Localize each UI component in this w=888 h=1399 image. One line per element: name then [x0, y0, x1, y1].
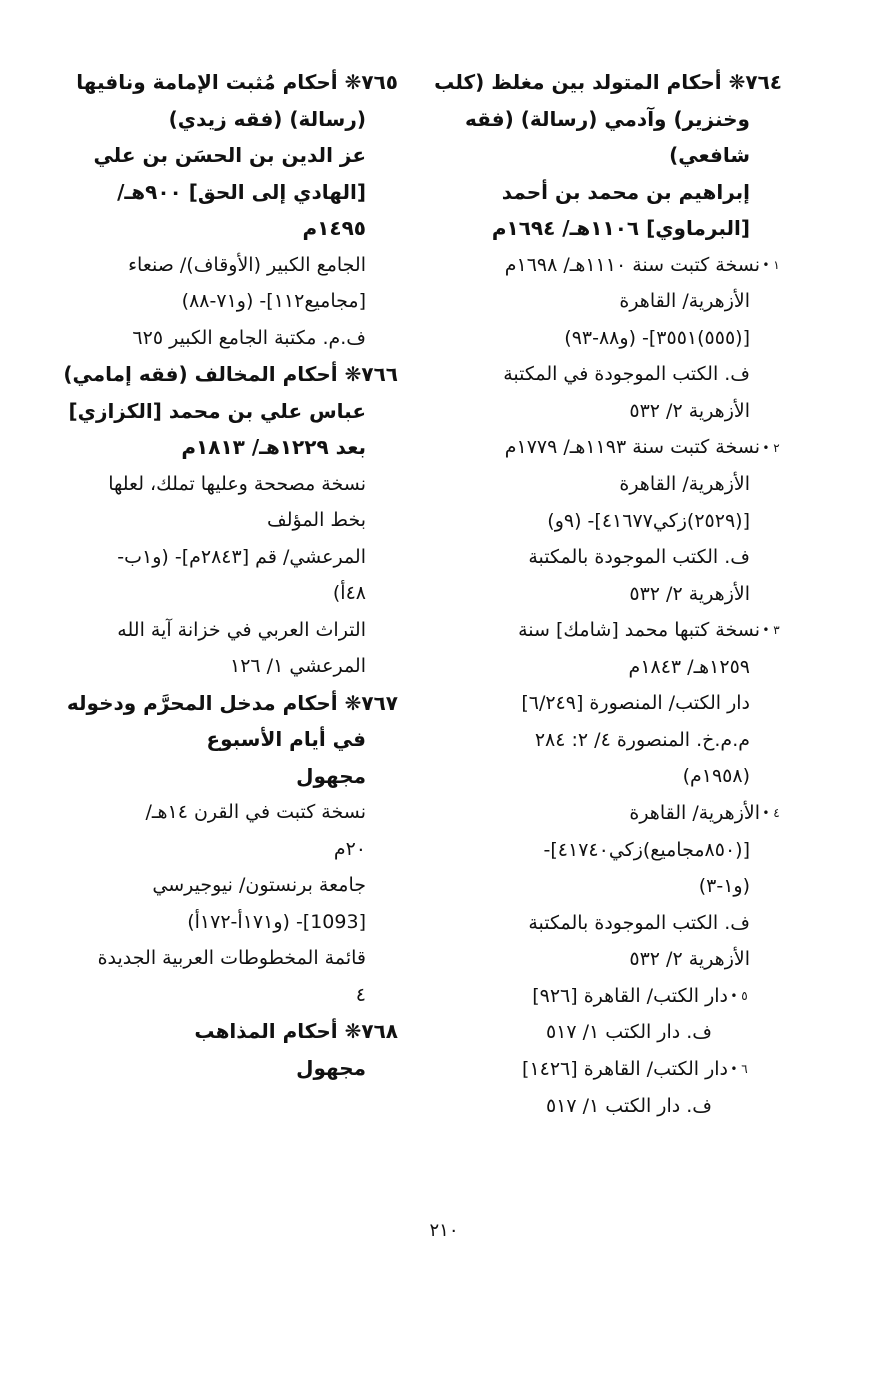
copy-6-line-1 — [444, 1051, 782, 1088]
entry-764-title-line-1: ٧٦٤❋ أحكام المتولد بين مغلظ (كلب — [434, 70, 782, 94]
entry-767-info-line-4: [1093]- (و١٧١أ-١٧٢أ) — [187, 910, 366, 933]
copy-4-marker: ٤ • — [762, 806, 780, 820]
copy-4-line-3: (و١-٣) — [698, 875, 750, 897]
copy-3-marker: ٣ • — [762, 623, 780, 638]
copy-1-line-5: الأزهرية ٢/ ٥٣٢ — [629, 399, 750, 422]
copy-3-line-3: دار الكتب/ المنصورة [٦/٢٤٩] — [521, 692, 750, 715]
copy-4-line-5: الأزهرية ٢/ ٥٣٢ — [629, 948, 750, 970]
right-column — [434, 64, 782, 1124]
entry-767 — [58, 685, 398, 1014]
copy-6-line-2: ف. دار الكتب ١/ ٥١٧ — [545, 1094, 712, 1117]
copy-2-line-5: الأزهرية ٢/ ٥٣٢ — [629, 582, 750, 605]
entry-767-info-line-3: جامعة برنستون/ نيوجيرسي — [152, 874, 366, 896]
entry-765-info-line-1: الجامع الكبير (الأوقاف)/ صنعاء — [128, 253, 366, 276]
entry-766-info-line-4: ٤٨أ) — [332, 582, 366, 604]
entry-765-author-line-1: عز الدين بن الحسَن بن علي — [93, 143, 366, 167]
copy-4-line-2: [(٨٥٠مجاميع)زكي٤١٧٤٠]- — [543, 838, 750, 861]
entry-767-title-line-1: ٧٦٧❋ أحكام مدخل المحرَّم ودخوله — [66, 690, 398, 715]
entry-766-author-line-2: بعد ١٢٢٩هـ/ ١٨١٣م — [181, 435, 366, 459]
left-column — [58, 64, 398, 1086]
copy-2-text-1: نسخة كتبت سنة ١١٩٣هـ/ ١٧٧٩م — [504, 436, 760, 459]
copy-2 — [444, 429, 782, 612]
entry-768 — [58, 1013, 398, 1086]
copy-1-line-3: [(٥٥٥)٣٥٥١]- (و٨٨-٩٣) — [564, 326, 750, 349]
copy-2-marker: ٢ • — [762, 440, 780, 455]
copy-3-line-5: (١٩٥٨م) — [682, 765, 750, 788]
entry-764-author-line-1: إبراهيم بن محمد بن أحمد — [501, 179, 750, 204]
copy-1-text-1: نسخة كتبت سنة ١١١٠هـ/ ١٦٩٨م — [504, 253, 760, 276]
copy-2-line-4: ف. الكتب الموجودة بالمكتبة — [528, 546, 750, 568]
copy-3-line-2: ١٢٥٩هـ/ ١٨٤٣م — [628, 655, 750, 678]
entry-764-title-line-3: شافعي) — [669, 143, 750, 167]
entry-767-author-line-1: مجهول — [296, 763, 366, 788]
copy-5-marker: ٥ • — [730, 988, 748, 1003]
entry-766-title-line-1: ٧٦٦❋ أحكام المخالف (فقه إمامي) — [63, 362, 398, 386]
entry-767-info-line-5: قائمة المخطوطات العربية الجديدة — [97, 947, 366, 969]
entry-765-info-line-2: [مجاميع١١٢]- (و٧١-٨٨) — [181, 290, 366, 312]
entry-765-title-line-2: (رسالة) (فقه زيدي) — [168, 106, 366, 131]
entry-765-title-line-1: ٧٦٥❋ أحكام مُثبت الإمامة ونافيها — [76, 70, 398, 94]
entry-767-info-line-2: ٢٠م — [333, 837, 366, 860]
entry-767-info-line-6: ٤ — [355, 983, 366, 1006]
copy-3-text-1: نسخة كتبها محمد [شامك] سنة — [518, 619, 760, 641]
copy-5-text-1: دار الكتب/ القاهرة [٩٢٦] — [532, 984, 728, 1007]
page-number: ٢١٠ — [429, 1220, 459, 1241]
entry-767-info-line-1: نسخة كتبت في القرن ١٤هـ/ — [145, 801, 366, 823]
copy-1-line-1 — [444, 247, 782, 284]
copy-4 — [444, 795, 782, 978]
entry-768-title-line-1: ٧٦٨❋ أحكام المذاهب — [194, 1019, 398, 1043]
copy-4-line-4: ف. الكتب الموجودة بالمكتبة — [528, 911, 750, 934]
entry-764-author-line-2: [البرماوي] ١١٠٦هـ/ ١٦٩٤م — [491, 216, 750, 240]
copy-3-line-4: م.م.خ. المنصورة ٤/ ٢: ٢٨٤ — [534, 728, 750, 751]
copy-6 — [444, 1051, 782, 1124]
entry-766-info-line-3: المرعشي/ قم [٢٨٤٣م]- (و١ب- — [117, 545, 366, 568]
copy-6-text-1: دار الكتب/ القاهرة [١٤٢٦] — [522, 1057, 728, 1080]
copy-2-line-3: [(٢٥٢٩)زكي٤١٦٧٧]- (٩و) — [547, 509, 750, 532]
copy-5 — [444, 978, 782, 1051]
entry-766-info-line-2: بخط المؤلف — [267, 509, 366, 531]
copy-1 — [444, 247, 782, 430]
entry-765-author-line-3: ١٤٩٥م — [302, 216, 366, 240]
copy-3-line-1 — [444, 612, 782, 649]
copy-1-marker: ١ • — [762, 257, 780, 272]
entry-768-author-line-1: مجهول — [296, 1055, 366, 1080]
entry-766 — [58, 356, 398, 685]
copy-2-line-2: الأزهرية/ القاهرة — [619, 473, 750, 495]
copy-2-line-1 — [444, 429, 782, 466]
copy-4-line-1 — [444, 795, 782, 832]
copy-1-line-2: الأزهرية/ القاهرة — [619, 290, 750, 313]
entry-766-info-line-5: التراث العربي في خزانة آية الله — [117, 618, 366, 641]
copy-5-line-1 — [444, 978, 782, 1015]
entry-765-info-line-3: ف.م. مكتبة الجامع الكبير ٦٢٥ — [132, 326, 366, 349]
entry-766-info-line-1: نسخة مصححة وعليها تملك، لعلها — [108, 472, 366, 495]
entry-767-title-line-2: في أيام الأسبوع — [206, 727, 366, 751]
copy-3 — [444, 612, 782, 795]
entry-764-title-line-2: وخنزير) وآدمي (رسالة) (فقه — [465, 106, 750, 131]
copy-4-text-1: الأزهرية/ القاهرة — [629, 801, 760, 824]
copy-6-marker: ٦ • — [730, 1062, 748, 1076]
entry-766-info-line-6: المرعشي ١/ ١٢٦ — [230, 655, 366, 677]
entry-765 — [58, 64, 398, 356]
entry-766-author-line-1: عباس علي بن محمد [الكزازي] — [68, 398, 366, 423]
entry-764 — [434, 64, 782, 1124]
entry-765-author-line-2: [الهادي إلى الحق] ٩٠٠هـ/ — [117, 179, 366, 204]
copy-5-line-2: ف. دار الكتب ١/ ٥١٧ — [545, 1021, 712, 1044]
copy-1-line-4: ف. الكتب الموجودة في المكتبة — [503, 363, 750, 386]
